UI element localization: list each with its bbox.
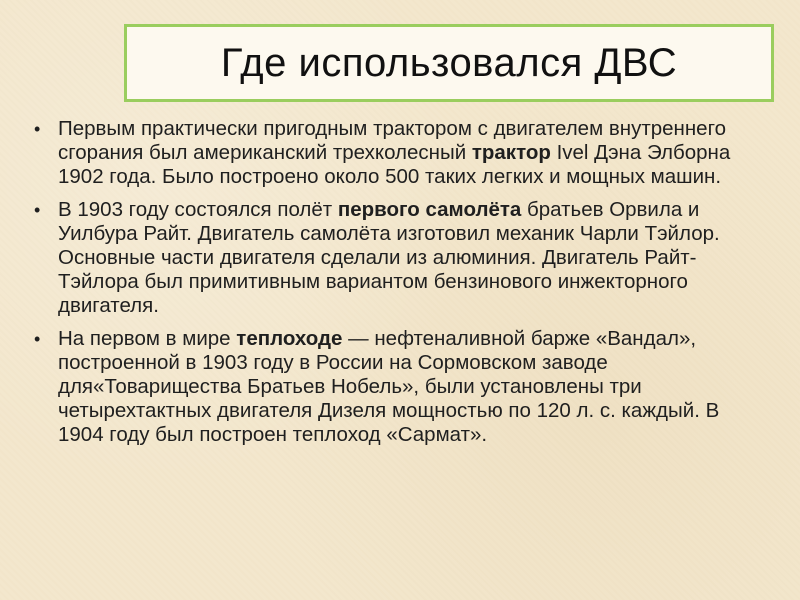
bullet-item-tractor — [34, 117, 764, 190]
title-box — [124, 24, 774, 102]
bullet-text-before: Первым практически пригодным трактором с двигателем внутреннего сгорания был американский трехколесный — [58, 117, 727, 165]
bullet-text-before: На первом в мире — [58, 326, 237, 350]
bullet-text-before: В 1903 году состоялся полёт — [58, 197, 338, 221]
bullet-text-after: — нефтеналивной барже «Вандал», построенной в 1903 году в России на Сормовском заводе для«Товарищества Братьев Нобель», были установлены три четырехтактных двигателя Дизеля мощностью по 120 л. с. каждый. В 1904 году был построен теплоход «Сармат». — [58, 326, 720, 447]
bullet-text-after: братьев Орвила и Уилбура Райт. Двигатель самолёта изготовил механик Чарли Тэйлор. Основные части двигателя сделали из алюминия. Двигатель Райт-Тэйлора был примитивным вариантом бензинового инжекторного двигателя. — [58, 197, 720, 318]
bullet-icon: • — [34, 119, 41, 139]
bullet-text-bold: первого самолёта — [337, 197, 522, 221]
bullet-text-bold: трактор — [471, 141, 551, 165]
bullet-icon: • — [34, 199, 41, 220]
slide-content — [34, 117, 764, 456]
bullet-item-motor-ship — [34, 327, 764, 448]
slide-title: Где использовался ДВС — [220, 41, 678, 85]
bullet-icon: • — [34, 328, 41, 349]
bullet-list — [34, 117, 764, 448]
bullet-item-airplane — [34, 198, 764, 319]
bullet-text-bold: теплоходе — [236, 326, 343, 350]
bullet-text-after: Ivel Дэна Элборна 1902 года. Было построено около 500 таких легких и мощных машин. — [58, 141, 731, 189]
